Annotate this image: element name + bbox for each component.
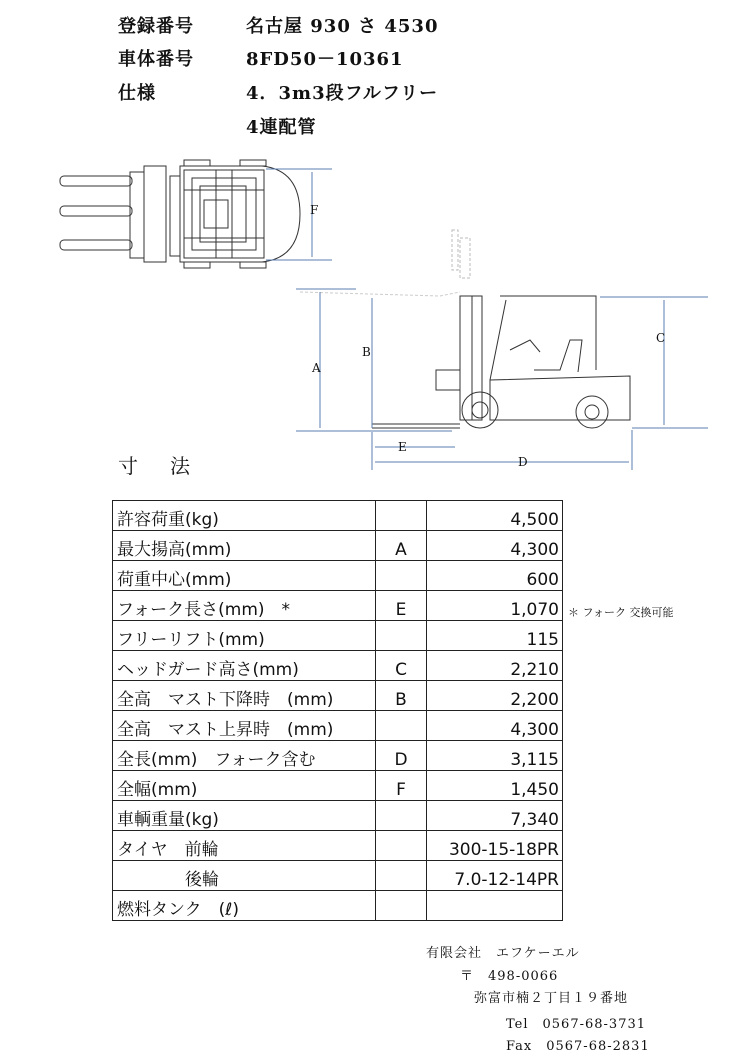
spec-table [112, 500, 563, 921]
spec-value-cell: 300-15-18PR [427, 831, 563, 861]
spec-label-cell: 最大揚高(mm) [113, 531, 376, 561]
table-row [113, 771, 563, 801]
spec-label: 仕様 [118, 83, 156, 104]
spec-label-cell: 全高 マスト下降時 (mm) [113, 681, 376, 711]
spec-code-cell [376, 891, 427, 921]
table-row [113, 651, 563, 681]
dim-label-a: A [312, 361, 321, 375]
dim-label-c: C [656, 331, 666, 345]
table-row [113, 531, 563, 561]
body-number-value: 8FD50－10361 [246, 49, 404, 70]
company-postal: 〒 498-0066 [460, 969, 559, 984]
table-row [113, 681, 563, 711]
table-row [113, 501, 563, 531]
spec-label-cell: タイヤ 前輪 [113, 831, 376, 861]
spec-code-cell: F [376, 771, 427, 801]
spec-code-cell [376, 711, 427, 741]
spec-label-cell: 全高 マスト上昇時 (mm) [113, 711, 376, 741]
dim-label-e: E [398, 440, 407, 454]
spec-code-cell: A [376, 531, 427, 561]
table-row [113, 711, 563, 741]
table-row [113, 621, 563, 651]
spec-code-cell [376, 831, 427, 861]
spec-label-cell: 全幅(mm) [113, 771, 376, 801]
dim-label-d: D [518, 455, 528, 469]
spec-label-cell: 後輪 [113, 861, 376, 891]
spec-code-cell: B [376, 681, 427, 711]
spec-code-cell [376, 801, 427, 831]
spec-value-cell: 7.0-12-14PR [427, 861, 563, 891]
table-row [113, 591, 563, 621]
spec-code-cell [376, 501, 427, 531]
table-row [113, 801, 563, 831]
spec-value-cell: 1,070 [427, 591, 563, 621]
spec-value-cell: 4,300 [427, 711, 563, 741]
spec-code-cell: E [376, 591, 427, 621]
spec-code-cell: D [376, 741, 427, 771]
spec-value-cell [427, 891, 563, 921]
spec-label-cell: 車輌重量(kg) [113, 801, 376, 831]
spec-value-cell: 2,210 [427, 651, 563, 681]
registration-value: 名古屋 930 さ 4530 [246, 16, 439, 37]
spec-value-cell: 4,300 [427, 531, 563, 561]
table-row [113, 861, 563, 891]
spec-value-cell: 3,115 [427, 741, 563, 771]
spec-label-cell: フォーク長さ(mm) * [113, 591, 376, 621]
spec-code-cell: C [376, 651, 427, 681]
spec-value-cell: 4,500 [427, 501, 563, 531]
company-tel: Tel 0567-68-3731 [506, 1017, 647, 1032]
fork-note: ＊ フォーク 交換可能 [568, 606, 674, 619]
forklift-side-view [300, 230, 630, 428]
spec-code-cell [376, 621, 427, 651]
spec-value-cell: 600 [427, 561, 563, 591]
company-fax: Fax 0567-68-2831 [506, 1039, 650, 1054]
spec-label-cell: フリーリフト(mm) [113, 621, 376, 651]
spec-line-2: 4連配管 [246, 117, 317, 138]
spec-label-cell: 許容荷重(kg) [113, 501, 376, 531]
spec-label-cell: 燃料タンク (ℓ) [113, 891, 376, 921]
dim-label-f: F [310, 203, 319, 217]
registration-label: 登録番号 [118, 16, 194, 37]
spec-value-cell: 2,200 [427, 681, 563, 711]
spec-value-cell: 115 [427, 621, 563, 651]
section-title: 寸 法 [118, 454, 196, 478]
table-row [113, 741, 563, 771]
spec-value-cell: 7,340 [427, 801, 563, 831]
spec-line-1: 4．3m3段フルフリー [246, 83, 439, 104]
dim-label-b: B [362, 345, 371, 359]
table-row [113, 561, 563, 591]
spec-code-cell [376, 861, 427, 891]
spec-label-cell: 荷重中心(mm) [113, 561, 376, 591]
spec-label-cell: 全長(mm) フォーク含む [113, 741, 376, 771]
forklift-diagram [0, 0, 747, 480]
table-row [113, 831, 563, 861]
spec-label-cell: ヘッドガード高さ(mm) [113, 651, 376, 681]
forklift-top-view [60, 160, 300, 268]
spec-code-cell [376, 561, 427, 591]
table-row [113, 891, 563, 921]
company-address: 弥富市楠２丁目１９番地 [474, 991, 629, 1006]
spec-value-cell: 1,450 [427, 771, 563, 801]
body-number-label: 車体番号 [118, 49, 194, 70]
company-name: 有限会社 エフケーエル [426, 946, 580, 961]
